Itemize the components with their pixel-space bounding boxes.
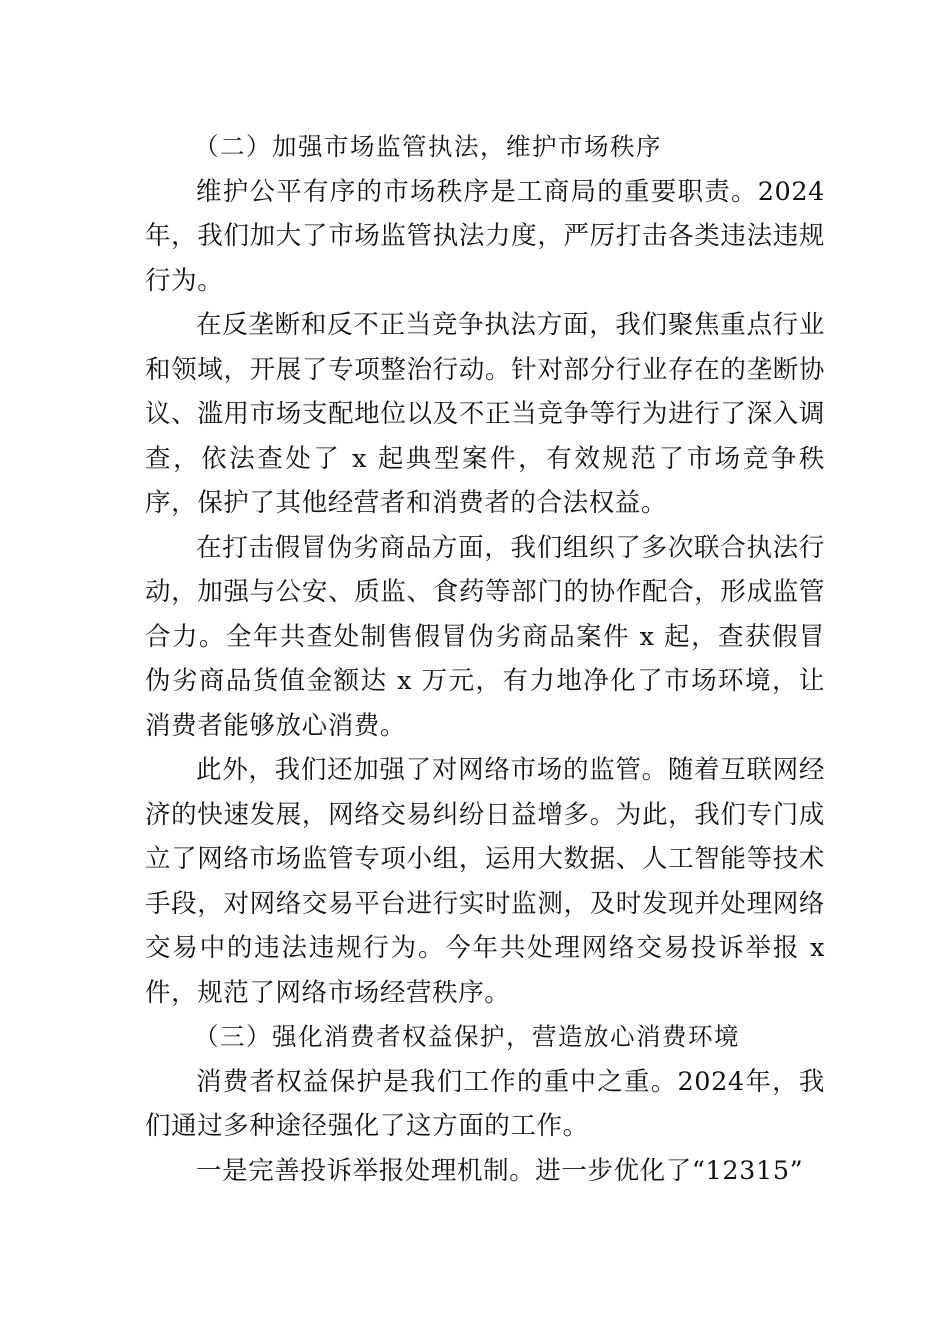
paragraph: 维护公平有序的市场秩序是工商局的重要职责。2024年，我们加大了市场监管执法力度，严厉打击各类违法违规行为。 bbox=[145, 176, 825, 296]
paragraph: 在反垄断和反不正当竞争执法方面，我们聚焦重点行业和领域，开展了专项整治行动。针对部分行业存在的垄断协议、滥用市场支配地位以及不正当竞争等行为进行了深入调查，依法查处了 x 起典型案件，有效规范了市场竞争秩序，保护了其他经营者和消费者的合法权益。 bbox=[145, 310, 825, 518]
paragraph: 消费者权益保护是我们工作的重中之重。2024年，我们通过多种途径强化了这方面的工作。 bbox=[145, 1066, 825, 1141]
paragraph: 一是完善投诉举报处理机制。进一步优化了“12315” bbox=[196, 1155, 804, 1186]
paragraph: 此外，我们还加强了对网络市场的监管。随着互联网经济的快速发展，网络交易纠纷日益增多。为此，我们专门成立了网络市场监管专项小组，运用大数据、人工智能等技术手段，对网络交易平台进行实时监测，及时发现并处理网络交易中的违法违规行为。今年共处理网络交易投诉举报 x 件，规范了网络市场经营秩序。 bbox=[145, 755, 825, 1008]
section-heading-3: （三）强化消费者权益保护，营造放心消费环境 bbox=[194, 1022, 740, 1051]
paragraph: 在打击假冒伪劣商品方面，我们组织了多次联合执法行动，加强与公安、质监、食药等部门的协作配合，形成监管合力。全年共查处制售假冒伪劣商品案件 x 起，查获假冒伪劣商品货值金额达 x 万元，有力地净化了市场环境，让消费者能够放心消费。 bbox=[145, 532, 825, 741]
section-heading-2: （二）加强市场监管执法，维护市场秩序 bbox=[194, 132, 662, 161]
document-body bbox=[145, 125, 825, 1193]
